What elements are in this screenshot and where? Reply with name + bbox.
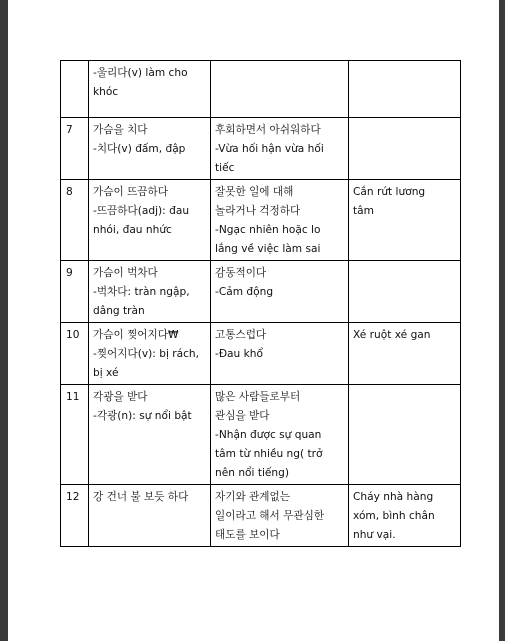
meaning-cell (211, 180, 349, 261)
meaning-cell (211, 61, 349, 118)
expression-cell (89, 261, 211, 323)
expression-line: -각광(n): sự nổi bật (93, 410, 192, 422)
expression-cell (89, 385, 211, 485)
meaning-cell (211, 485, 349, 547)
equivalent-line: Xé ruột xé gan (353, 329, 431, 341)
row-number: 12 (66, 491, 80, 503)
row-number-cell (61, 385, 89, 485)
meaning-line: -Ngạc nhiên hoặc lo (215, 224, 321, 236)
equivalent-cell (349, 323, 461, 385)
expression-line: 가슴이 찢어지다₩ (93, 329, 179, 341)
table-row (61, 61, 461, 118)
meaning-line: lắng về việc làm sai (215, 243, 321, 255)
expression-line: nhói, đau nhức (93, 224, 172, 236)
expression-line: khóc (93, 86, 119, 98)
table-row (61, 180, 461, 261)
meaning-cell (211, 385, 349, 485)
table-row (61, 323, 461, 385)
row-number: 10 (66, 329, 80, 341)
expression-line: -벅차다: tràn ngập, (93, 286, 190, 298)
equivalent-cell (349, 118, 461, 180)
meaning-line: 감동적이다 (215, 267, 267, 279)
meaning-line: -Nhận được sự quan (215, 429, 322, 441)
row-number: 8 (66, 186, 73, 198)
meaning-line: 관심을 받다 (215, 410, 270, 422)
table-row (61, 485, 461, 547)
meaning-line: nên nổi tiếng) (215, 467, 290, 479)
expression-cell (89, 61, 211, 118)
meaning-line: 많은 사람들로부터 (215, 391, 301, 403)
row-number-cell (61, 485, 89, 547)
idiom-table-body (61, 61, 461, 547)
expression-line: 강 건너 불 보듯 하다 (93, 491, 189, 503)
idiom-table (60, 60, 461, 547)
table-row (61, 261, 461, 323)
document-page (8, 0, 499, 641)
meaning-cell (211, 261, 349, 323)
meaning-line: 일이라고 해서 무관심한 (215, 510, 325, 522)
row-number-cell (61, 323, 89, 385)
row-number-cell (61, 118, 89, 180)
equivalent-cell (349, 385, 461, 485)
meaning-line: 고통스럽다 (215, 329, 267, 341)
equivalent-cell (349, 485, 461, 547)
expression-cell (89, 485, 211, 547)
expression-line: 가슴이 벅차다 (93, 267, 158, 279)
equivalent-line: Cắn rứt lương (353, 186, 426, 198)
meaning-line: tiếc (215, 162, 235, 174)
expression-line: -치다(v) đấm, đập (93, 143, 186, 155)
row-number-cell (61, 180, 89, 261)
row-number-cell (61, 261, 89, 323)
expression-line: -뜨끔하다(adj): đau (93, 205, 190, 217)
expression-line: -울리다(v) làm cho (93, 67, 188, 79)
equivalent-cell (349, 61, 461, 118)
equivalent-line: xóm, bình chân (353, 510, 435, 522)
meaning-cell (211, 323, 349, 385)
meaning-line: -Đau khổ (215, 348, 263, 360)
expression-line: bị xé (93, 367, 119, 379)
row-number: 11 (66, 391, 80, 403)
meaning-line: 잘못한 일에 대해 (215, 186, 294, 198)
row-number: 7 (66, 124, 73, 136)
expression-cell (89, 118, 211, 180)
equivalent-line: như vại. (353, 529, 396, 541)
meaning-line: 놀라거나 걱정하다 (215, 205, 301, 217)
expression-line: 가슴을 치다 (93, 124, 148, 136)
meaning-line: 후회하면서 아쉬워하다 (215, 124, 321, 136)
equivalent-cell (349, 180, 461, 261)
row-number-cell (61, 61, 89, 118)
meaning-line: tâm từ nhiều ng( trở (215, 448, 323, 460)
expression-cell (89, 180, 211, 261)
expression-cell (89, 323, 211, 385)
expression-line: -찢어지다(v): bị rách, (93, 348, 200, 360)
table-row (61, 385, 461, 485)
expression-line: 각광을 받다 (93, 391, 148, 403)
table-row (61, 118, 461, 180)
meaning-line: 태도를 보이다 (215, 529, 280, 541)
meaning-line: 자기와 관계없는 (215, 491, 291, 503)
equivalent-cell (349, 261, 461, 323)
meaning-cell (211, 118, 349, 180)
meaning-line: -Vừa hối hận vừa hối (215, 143, 324, 155)
equivalent-line: tâm (353, 205, 374, 217)
equivalent-line: Cháy nhà hàng (353, 491, 434, 503)
meaning-line: -Cảm động (215, 286, 274, 298)
expression-line: 가슴이 뜨끔하다 (93, 186, 169, 198)
expression-line: dâng tràn (93, 305, 145, 317)
row-number: 9 (66, 267, 73, 279)
